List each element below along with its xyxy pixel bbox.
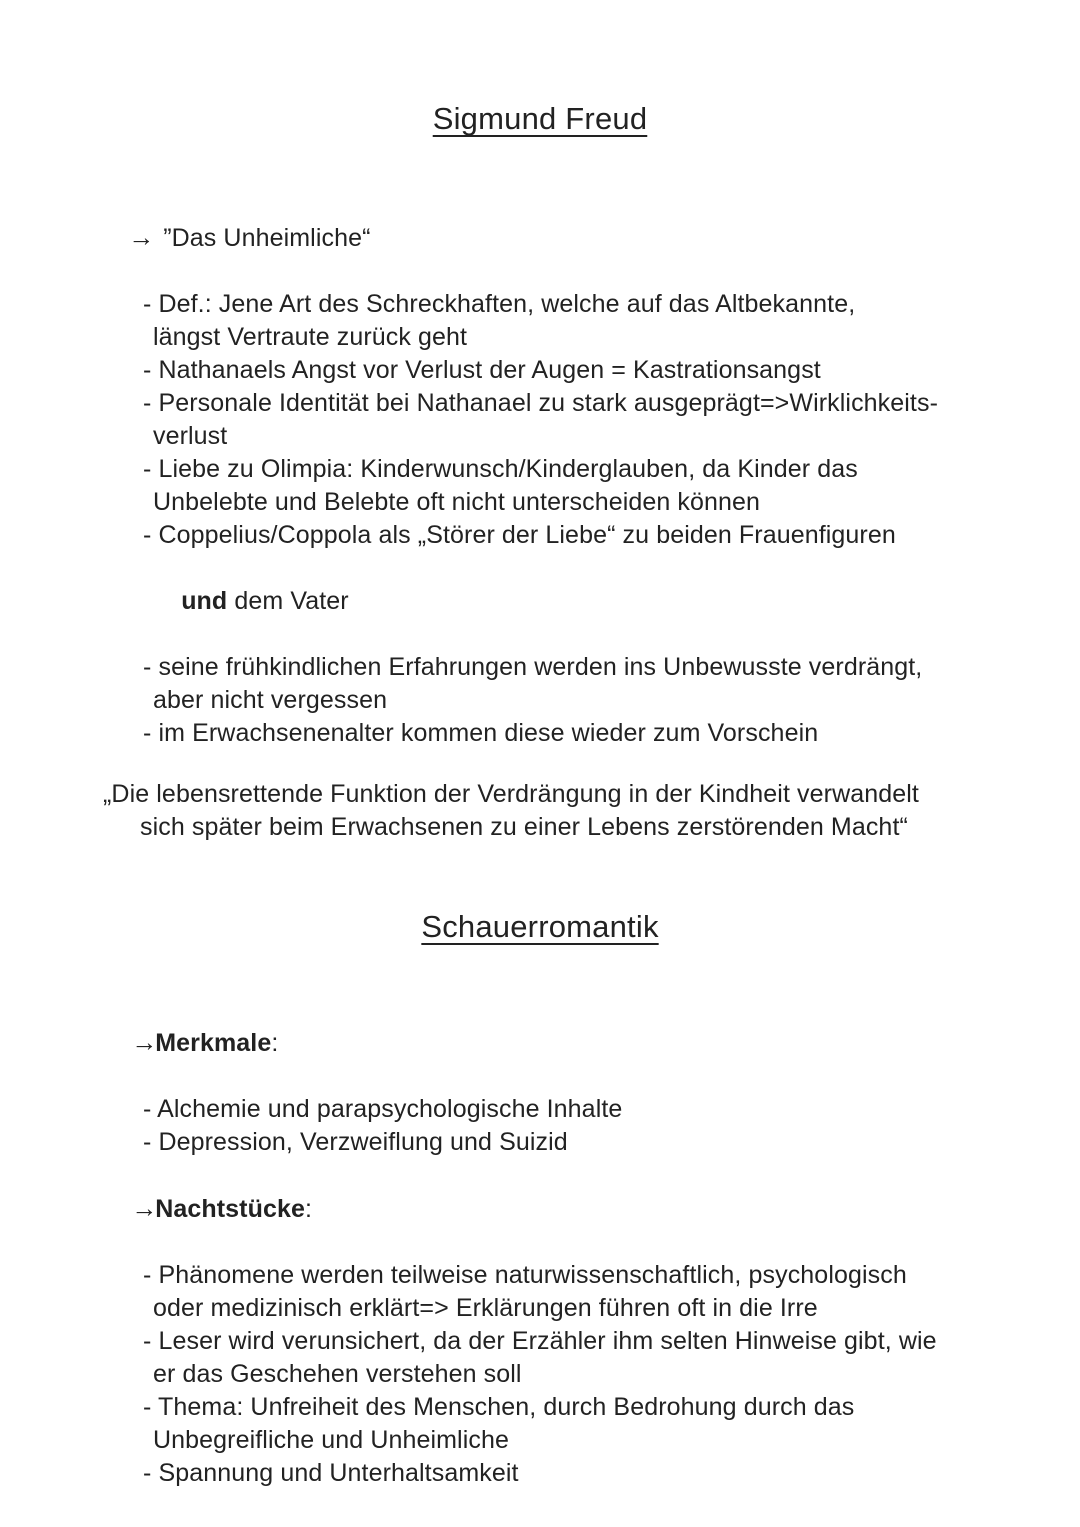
arrow-icon: →: [128, 222, 155, 252]
note-line: Unbelebte und Belebte oft nicht unterscheiden können: [153, 488, 761, 516]
heading-label: Merkmale: [155, 1029, 272, 1057]
bold-word-und: und: [181, 587, 228, 615]
note-line: - Coppelius/Coppola als „Störer der Liebe“ zu beiden Frauenfiguren: [143, 521, 896, 549]
freud-quote: [0, 778, 1080, 844]
heading-das-unheimliche: [100, 188, 1080, 288]
note-line: aber nicht vergessen: [153, 686, 388, 714]
section-title-sigmund-freud: Sigmund Freud: [432, 101, 648, 136]
note-line: - Personale Identität bei Nathanael zu stark ausgeprägt=>Wirklichkeits-: [143, 389, 939, 417]
note-line: [153, 552, 1080, 651]
heading-merkmale: [103, 993, 1080, 1093]
heading-colon: :: [271, 1029, 279, 1057]
arrow-icon: →: [131, 1027, 158, 1057]
note-line: - Leser wird verunsichert, da der Erzähler ihm selten Hinweise gibt, wie: [143, 1327, 937, 1355]
note-line: - Def.: Jene Art des Schreckhaften, welche auf das Altbekannte,: [143, 290, 856, 318]
note-line: - Liebe zu Olimpia: Kinderwunsch/Kinderglauben, da Kinder das: [143, 455, 858, 483]
note-line: - seine frühkindlichen Erfahrungen werden ins Unbewusste verdrängt,: [143, 653, 923, 681]
quote-line-2: sich später beim Erwachsenen zu einer Lebens zerstörenden Macht“: [140, 813, 908, 841]
section-title-schauerromantik: Schauerromantik: [421, 909, 659, 944]
note-line: - Nathanaels Angst vor Verlust der Augen = Kastrationsangst: [143, 356, 821, 384]
arrow-icon: →: [131, 1193, 158, 1223]
note-line: - im Erwachsenenalter kommen diese wieder zum Vorschein: [143, 719, 819, 747]
note-line-rest: dem Vater: [227, 587, 349, 615]
note-line: Unbegreifliche und Unheimliche: [153, 1426, 509, 1454]
note-line: verlust: [153, 422, 228, 450]
note-line: - Depression, Verzweiflung und Suizid: [143, 1128, 568, 1156]
quote-line-1: „Die lebensrettende Funktion der Verdrängung in der Kindheit verwandelt: [103, 780, 919, 808]
note-line: oder medizinisch erklärt=> Erklärungen führen oft in die Irre: [153, 1294, 818, 1322]
note-line: - Thema: Unfreiheit des Menschen, durch Bedrohung durch das: [143, 1393, 855, 1421]
heading-nachtstuecke: [103, 1159, 1080, 1259]
note-line: - Alchemie und parapsychologische Inhalte: [143, 1095, 623, 1123]
note-line: er das Geschehen verstehen soll: [153, 1360, 522, 1388]
heading-colon: :: [304, 1195, 313, 1223]
heading-label: Nachtstücke: [155, 1195, 305, 1223]
note-line: - Phänomene werden teilweise naturwissenschaftlich, psychologisch: [143, 1261, 907, 1289]
heading-text: ”Das Unheimliche“: [163, 224, 371, 252]
note-line: längst Vertraute zurück geht: [153, 323, 468, 351]
note-line: - Spannung und Unterhaltsamkeit: [143, 1459, 519, 1487]
